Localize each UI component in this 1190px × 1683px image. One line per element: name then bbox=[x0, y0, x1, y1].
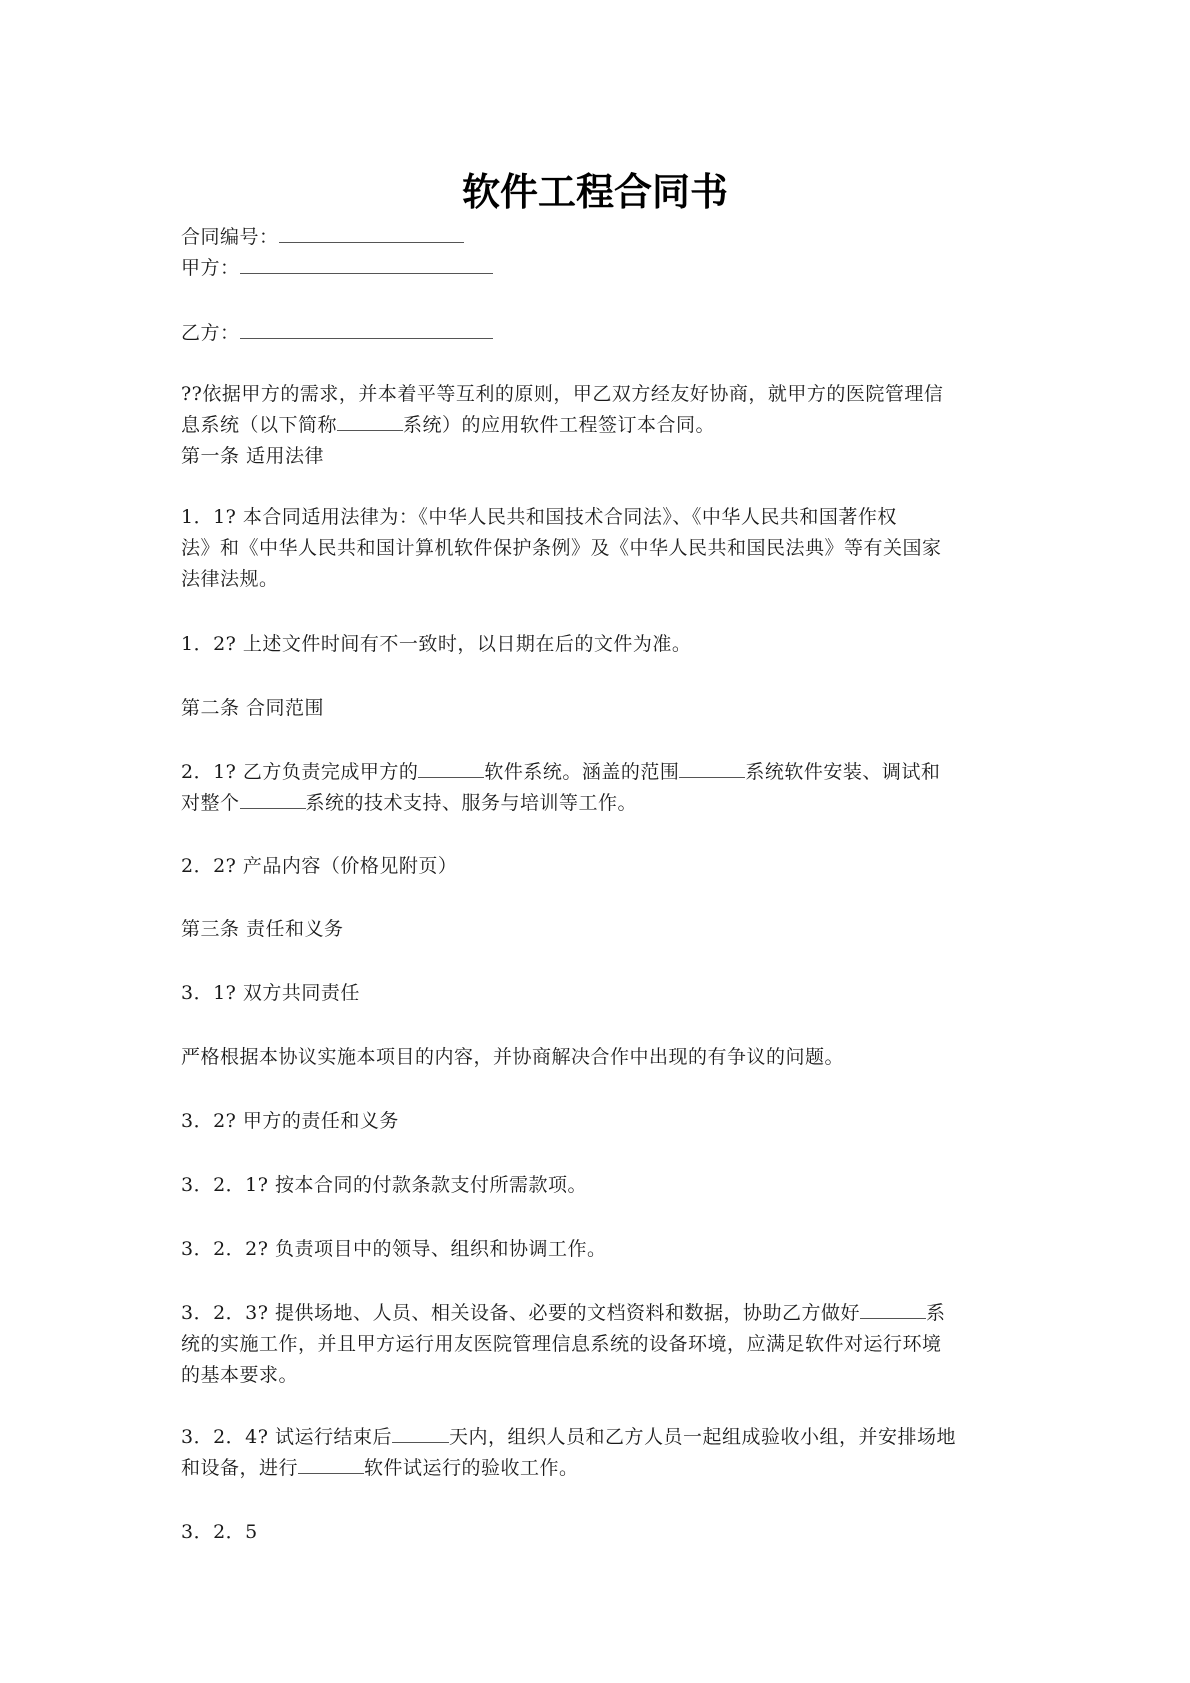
contract-number-blank[interactable] bbox=[279, 241, 464, 243]
party-b-label: 乙方： bbox=[181, 322, 240, 344]
preamble-line-2 bbox=[181, 413, 715, 437]
clause-text: 3．2．4? 试运行结束后 bbox=[181, 1426, 392, 1448]
clause-1-2: 1．2? 上述文件时间有不一致时，以日期在后的文件为准。 bbox=[181, 633, 692, 655]
contract-number-label: 合同编号： bbox=[181, 226, 279, 248]
contract-number-field bbox=[181, 225, 464, 249]
article-3-heading: 第三条 责任和义务 bbox=[181, 918, 344, 940]
clause-3-1: 3．1? 双方共同责任 bbox=[181, 982, 360, 1004]
clause-3-2-3-line-1 bbox=[181, 1301, 946, 1325]
software-system-blank[interactable] bbox=[418, 776, 484, 778]
clause-1-1-line-3: 法律法规。 bbox=[181, 568, 279, 590]
clause-text: 和设备，进行 bbox=[181, 1457, 299, 1479]
article-1-heading: 第一条 适用法律 bbox=[181, 445, 325, 467]
clause-text: 3．2．3? 提供场地、人员、相关设备、必要的文档资料和数据，协助乙方做好 bbox=[181, 1302, 860, 1324]
preamble-text: 息系统（以下简称 bbox=[181, 414, 338, 436]
clause-3-2-3-line-3: 的基本要求。 bbox=[181, 1364, 299, 1386]
clause-1-1-line-1: 1．1? 本合同适用法律为：《中华人民共和国技术合同法》、《中华人民共和国著作权 bbox=[181, 506, 897, 528]
clause-3-2-5: 3．2．5 bbox=[181, 1521, 258, 1543]
clause-3-2-4-line-2 bbox=[181, 1456, 579, 1480]
clause-2-1-line-1 bbox=[181, 760, 940, 784]
clause-3-2-3-line-2: 统的实施工作，并且甲方运行用友医院管理信息系统的设备环境，应满足软件对运行环境 bbox=[181, 1333, 942, 1355]
clause-3-2: 3．2? 甲方的责任和义务 bbox=[181, 1110, 399, 1132]
clause-2-2: 2．2? 产品内容（价格见附页） bbox=[181, 855, 458, 877]
preamble-text: 系统）的应用软件工程签订本合同。 bbox=[403, 414, 716, 436]
clause-text: 软件系统。涵盖的范围 bbox=[484, 761, 680, 783]
clause-text: 系统的技术支持、服务与培训等工作。 bbox=[305, 792, 638, 814]
preamble-line-1: ??依据甲方的需求，并本着平等互利的原则，甲乙双方经友好协商，就甲方的医院管理信 bbox=[181, 383, 944, 405]
clause-3-2-4-line-1 bbox=[181, 1425, 956, 1449]
clause-3-2-1: 3．2．1? 按本合同的付款条款支付所需款项。 bbox=[181, 1174, 587, 1196]
scope-blank[interactable] bbox=[679, 776, 745, 778]
party-a-blank[interactable] bbox=[240, 272, 493, 274]
clause-2-1-line-2 bbox=[181, 791, 637, 815]
clause-text: 2．1? 乙方负责完成甲方的 bbox=[181, 761, 419, 783]
party-b-field bbox=[181, 321, 493, 345]
clause-text: 软件试运行的验收工作。 bbox=[364, 1457, 579, 1479]
clause-1-1-line-2: 法》和《中华人民共和国计算机软件保护条例》及《中华人民共和国民法典》等有关国家 bbox=[181, 537, 942, 559]
clause-text: 对整个 bbox=[181, 792, 240, 814]
implementation-system-blank[interactable] bbox=[860, 1317, 926, 1319]
party-a-label: 甲方： bbox=[181, 257, 240, 279]
system-name-blank[interactable] bbox=[337, 429, 403, 431]
trial-software-blank[interactable] bbox=[298, 1472, 364, 1474]
article-2-heading: 第二条 合同范围 bbox=[181, 697, 325, 719]
clause-text: 系 bbox=[926, 1302, 946, 1324]
party-b-blank[interactable] bbox=[240, 337, 493, 339]
document-title: 软件工程合同书 bbox=[461, 170, 728, 214]
days-blank[interactable] bbox=[392, 1441, 449, 1443]
whole-system-blank[interactable] bbox=[240, 807, 306, 809]
clause-text: 天内，组织人员和乙方人员一起组成验收小组，并安排场地 bbox=[449, 1426, 957, 1448]
party-a-field bbox=[181, 256, 493, 280]
clause-text: 系统软件安装、调试和 bbox=[745, 761, 941, 783]
clause-3-2-2: 3．2．2? 负责项目中的领导、组织和协调工作。 bbox=[181, 1238, 607, 1260]
clause-3-1-text: 严格根据本协议实施本项目的内容，并协商解决合作中出现的有争议的问题。 bbox=[181, 1046, 845, 1068]
